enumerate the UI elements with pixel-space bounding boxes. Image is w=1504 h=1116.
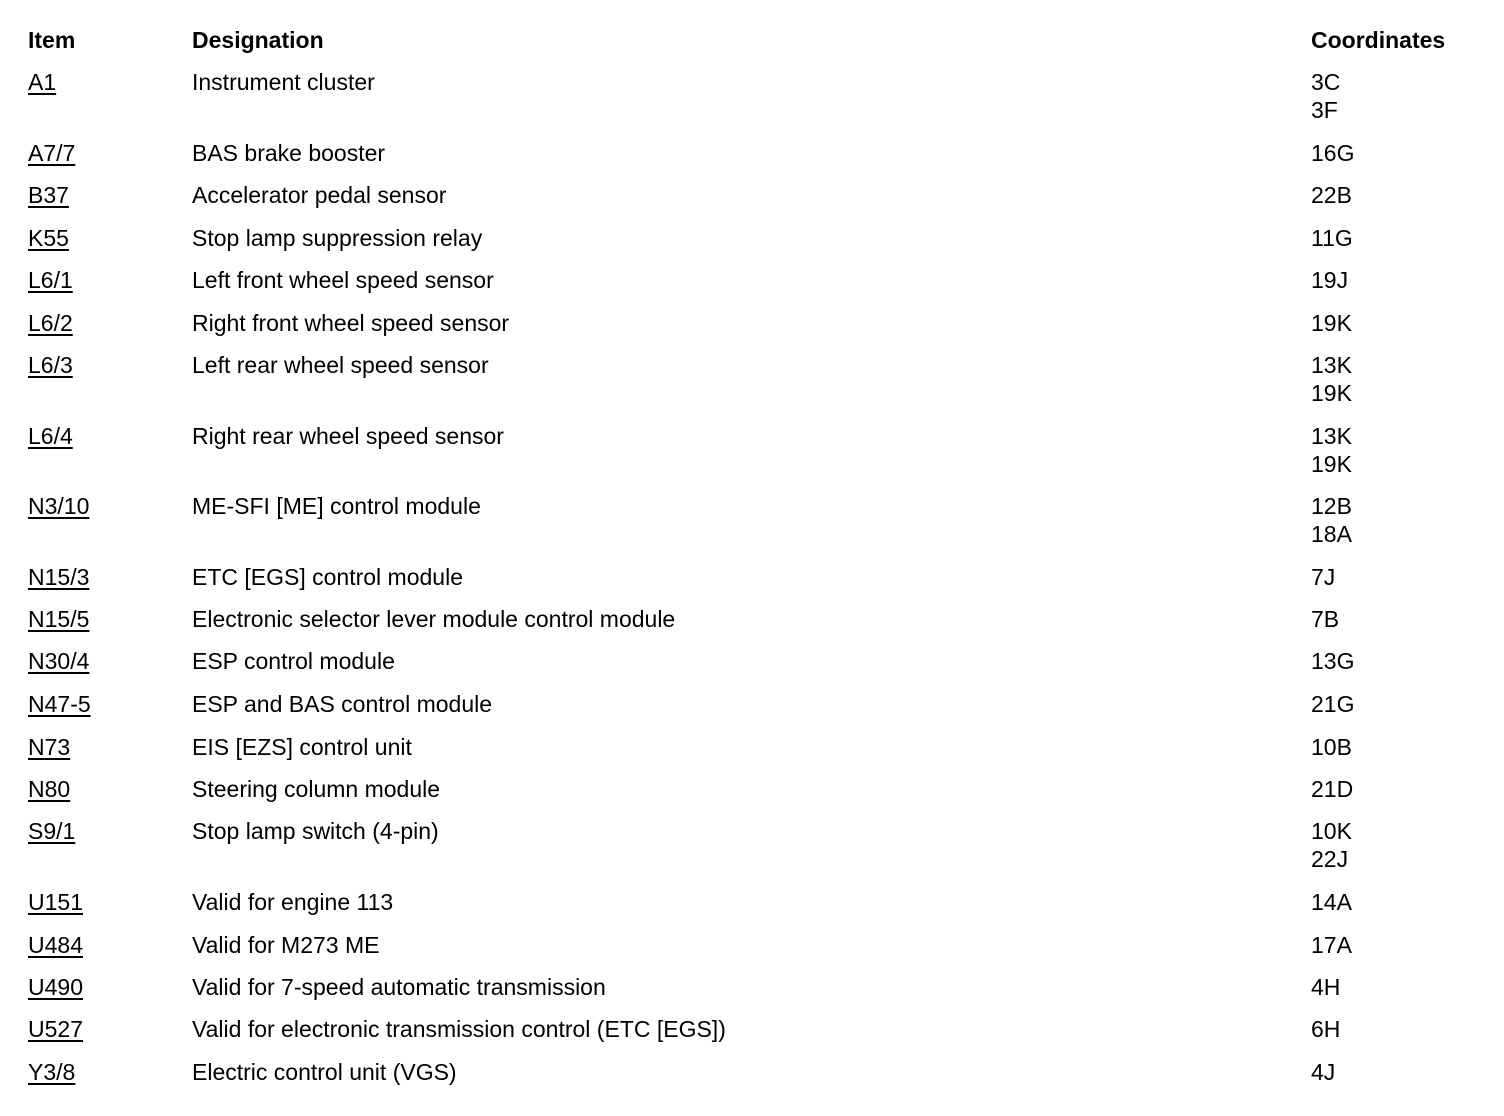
designation-cell: ESP control module <box>192 648 395 674</box>
item-link[interactable]: A1 <box>28 69 57 95</box>
designation-cell: Electric control unit (VGS) <box>192 1059 457 1085</box>
item-cell <box>28 1015 83 1043</box>
item-cell <box>28 224 69 252</box>
item-cell <box>28 690 91 718</box>
coordinate-value: 19J <box>1311 267 1349 293</box>
designation-cell: ETC [EGS] control module <box>192 564 463 590</box>
item-cell <box>28 563 89 591</box>
designation-cell: Right rear wheel speed sensor <box>192 423 504 449</box>
item-cell <box>28 266 73 294</box>
item-cell <box>28 931 83 959</box>
header-coordinates: Coordinates <box>1311 27 1446 53</box>
coordinates-cell <box>1311 973 1340 1001</box>
item-link[interactable]: Y3/8 <box>28 1059 76 1085</box>
item-cell <box>28 181 69 209</box>
item-link[interactable]: U484 <box>28 932 83 958</box>
item-cell <box>28 422 73 450</box>
coordinates-cell <box>1311 181 1352 209</box>
coordinate-value: 19K <box>1311 451 1352 477</box>
coordinate-value: 16G <box>1311 140 1355 166</box>
coordinates-cell <box>1311 1058 1335 1086</box>
item-cell <box>28 733 70 761</box>
coordinate-value: 3C <box>1311 69 1341 95</box>
coordinates-cell <box>1311 931 1352 959</box>
coordinate-value: 14A <box>1311 889 1352 915</box>
item-link[interactable]: N30/4 <box>28 648 90 674</box>
designation-cell: Stop lamp switch (4-pin) <box>192 818 439 844</box>
item-cell <box>28 309 73 337</box>
designation-cell: BAS brake booster <box>192 140 386 166</box>
designation-cell: Steering column module <box>192 776 441 802</box>
coordinates-cell <box>1311 888 1352 916</box>
item-cell <box>28 605 89 633</box>
designation-cell: Valid for engine 113 <box>192 889 394 915</box>
designation-cell: Instrument cluster <box>192 69 375 95</box>
coordinate-value: 19K <box>1311 380 1352 406</box>
item-cell <box>28 888 83 916</box>
coordinate-value: 6H <box>1311 1016 1341 1042</box>
coordinate-value: 4H <box>1311 974 1341 1000</box>
coordinates-cell <box>1311 690 1354 718</box>
header-item: Item <box>28 27 76 53</box>
item-link[interactable]: N80 <box>28 776 71 802</box>
item-cell <box>28 1058 75 1086</box>
item-link[interactable]: N3/10 <box>28 493 90 519</box>
item-cell <box>28 68 56 96</box>
item-link[interactable]: U490 <box>28 974 83 1000</box>
item-link[interactable]: N73 <box>28 734 71 760</box>
coordinate-value: 7B <box>1311 606 1340 632</box>
coordinate-value: 22B <box>1311 182 1352 208</box>
coordinate-value: 11G <box>1311 225 1353 251</box>
item-cell <box>28 351 73 379</box>
designation-cell: EIS [EZS] control unit <box>192 734 412 760</box>
coordinate-value: 13K <box>1311 352 1352 378</box>
coordinates-cell <box>1311 224 1353 252</box>
item-cell <box>28 492 89 520</box>
item-cell <box>28 139 75 167</box>
item-link[interactable]: A7/7 <box>28 140 76 166</box>
item-link[interactable]: U527 <box>28 1016 83 1042</box>
coordinates-cell <box>1311 68 1340 124</box>
designation-cell: ME-SFI [ME] control module <box>192 493 481 519</box>
coordinates-cell <box>1311 733 1352 761</box>
coordinates-cell <box>1311 139 1354 167</box>
coordinates-cell <box>1311 1015 1340 1043</box>
item-link[interactable]: L6/3 <box>28 352 73 378</box>
coordinates-cell <box>1311 647 1354 675</box>
item-link[interactable]: B37 <box>28 182 69 208</box>
coordinate-value: 13G <box>1311 648 1355 674</box>
coordinate-value: 21D <box>1311 776 1354 802</box>
designation-cell: Stop lamp suppression relay <box>192 225 483 251</box>
item-cell <box>28 647 89 675</box>
item-cell <box>28 973 83 1001</box>
item-cell <box>28 775 70 803</box>
coordinate-value: 13K <box>1311 423 1352 449</box>
header-designation: Designation <box>192 27 324 53</box>
coordinate-value: 17A <box>1311 932 1352 958</box>
coordinates-cell <box>1311 492 1352 548</box>
coordinate-value: 21G <box>1311 691 1355 717</box>
coordinate-value: 3F <box>1311 97 1338 123</box>
coordinate-value: 10K <box>1311 818 1352 844</box>
coordinates-cell <box>1311 563 1335 591</box>
coordinate-value: 12B <box>1311 493 1352 519</box>
designation-cell: Right front wheel speed sensor <box>192 310 510 336</box>
designation-cell: Left front wheel speed sensor <box>192 267 494 293</box>
item-link[interactable]: N15/3 <box>28 564 90 590</box>
coordinates-cell <box>1311 775 1353 803</box>
coordinates-cell <box>1311 309 1352 337</box>
coordinate-value: 22J <box>1311 846 1349 872</box>
coordinates-cell <box>1311 266 1348 294</box>
designation-cell: Electronic selector lever module control module <box>192 606 676 632</box>
item-link[interactable]: N47-5 <box>28 691 91 717</box>
item-link[interactable]: S9/1 <box>28 818 76 844</box>
coordinate-value: 10B <box>1311 734 1352 760</box>
coordinate-value: 18A <box>1311 521 1352 547</box>
item-link[interactable]: N15/5 <box>28 606 90 632</box>
coordinates-cell <box>1311 422 1352 478</box>
item-link[interactable]: K55 <box>28 225 69 251</box>
item-link[interactable]: L6/2 <box>28 310 73 336</box>
item-link[interactable]: L6/4 <box>28 423 73 449</box>
item-link[interactable]: U151 <box>28 889 83 915</box>
coordinates-cell <box>1311 351 1352 407</box>
designation-cell: Accelerator pedal sensor <box>192 182 447 208</box>
designation-cell: ESP and BAS control module <box>192 691 493 717</box>
designation-cell: Left rear wheel speed sensor <box>192 352 489 378</box>
designation-cell: Valid for electronic transmission control (ETC [EGS]) <box>192 1016 726 1042</box>
item-link[interactable]: L6/1 <box>28 267 73 293</box>
designation-cell: Valid for M273 ME <box>192 932 380 958</box>
coordinates-cell <box>1311 817 1352 873</box>
coordinate-value: 4J <box>1311 1059 1336 1085</box>
item-cell <box>28 817 75 845</box>
coordinate-value: 19K <box>1311 310 1352 336</box>
coordinate-value: 7J <box>1311 564 1336 590</box>
coordinates-cell <box>1311 605 1339 633</box>
designation-cell: Valid for 7-speed automatic transmission <box>192 974 606 1000</box>
